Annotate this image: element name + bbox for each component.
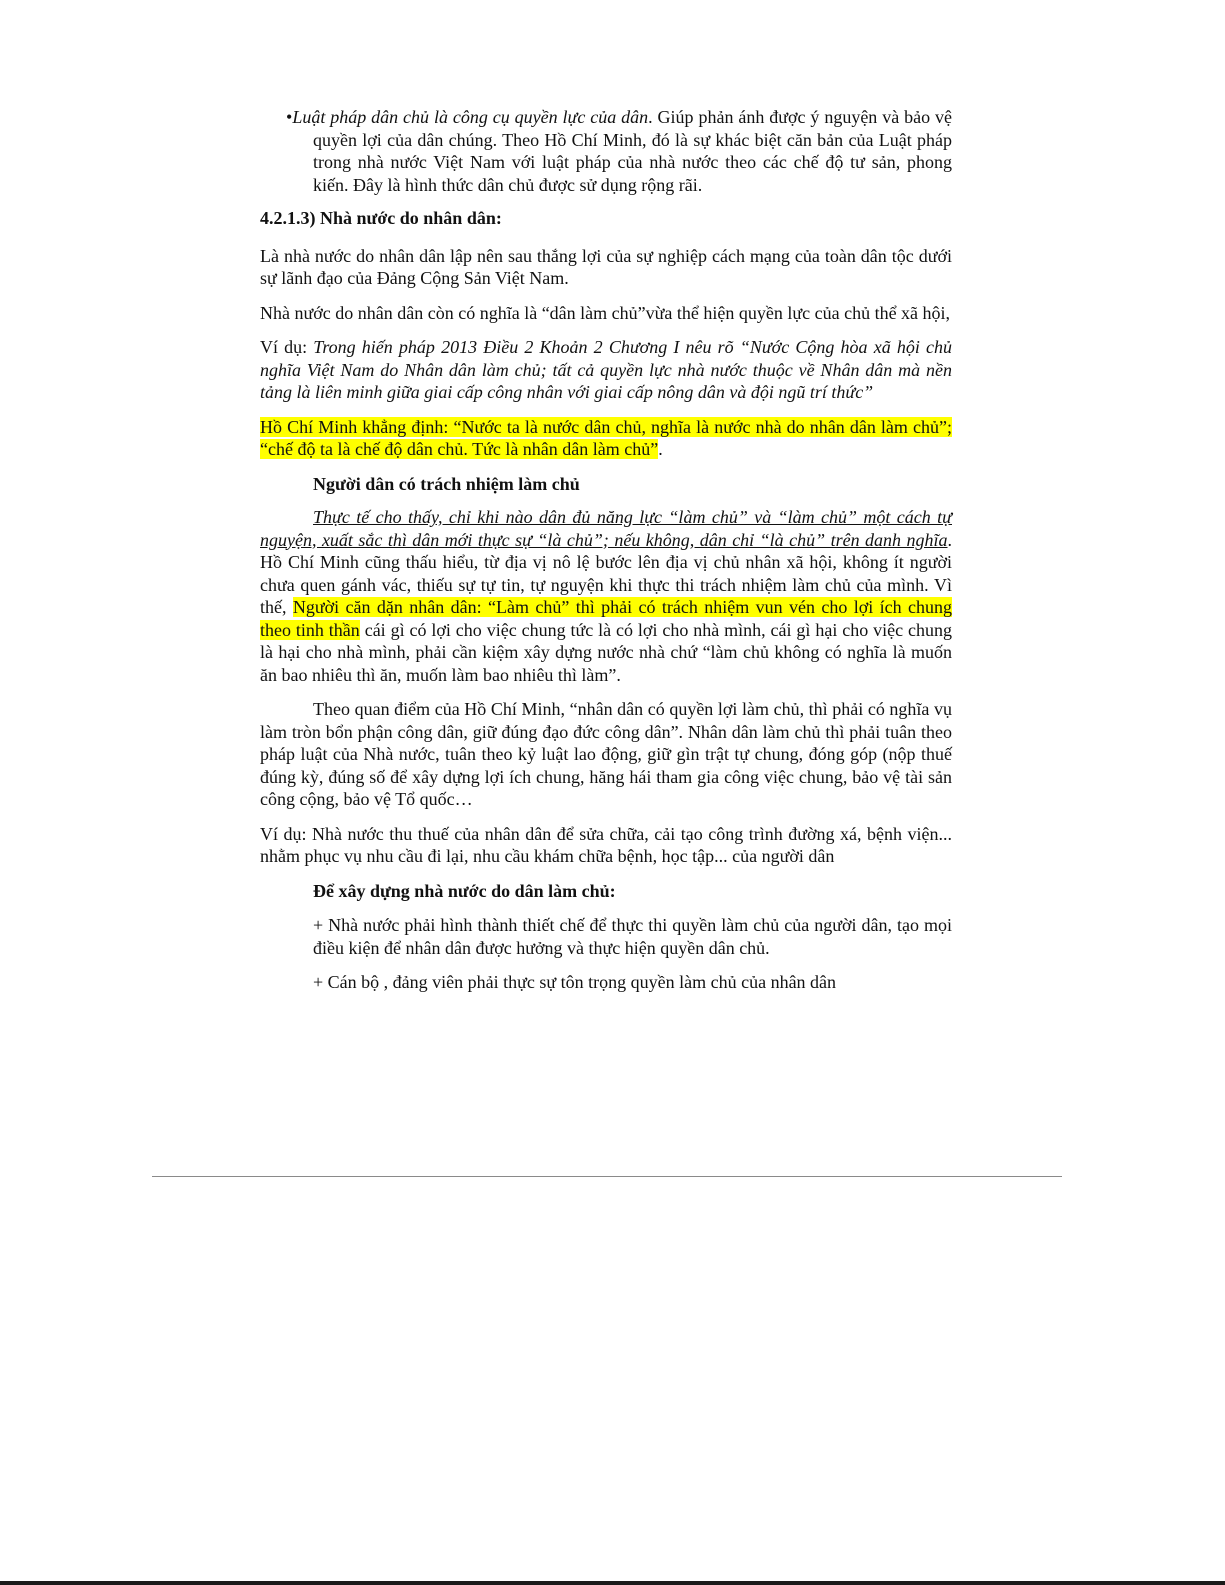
page-divider (152, 1176, 1062, 1177)
example-constitution (260, 336, 952, 404)
subheading-build: Để xây dựng nhà nước do dân làm chủ: (313, 880, 616, 901)
reality-middle-text: . Hồ Chí Minh cũng thấu hiểu, từ địa vị nô lệ bước lên địa vị chủ nhân xã hội, không ít người chưa quen gánh vác, thiếu sự tự tin, tự nguyện khi thực thi trách nhiệm làm chủ của mình. Vì thế, (260, 529, 952, 617)
underlined-italic-text: Thực tế cho thấy, chỉ khi nào dân đủ năng lực “làm chủ” và “làm chủ” một cách tự nguyện, xuất sắc thì dân mới thực sự “là chủ”; nếu không, dân chỉ “là chủ” trên danh nghĩa (260, 507, 952, 550)
document-page (260, 106, 952, 1006)
list-item: + Cán bộ , đảng viên phải thực sự tôn trọng quyền làm chủ của nhân dân (313, 972, 837, 992)
paragraph-meaning: Nhà nước do nhân dân còn có nghĩa là “dân làm chủ”vừa thể hiện quyền lực của chủ thể xã hội, (260, 302, 951, 323)
example-italic-text: Trong hiến pháp 2013 Điều 2 Khoản 2 Chương I nêu rõ “Nước Cộng hòa xã hội chủ nghĩa Việt Nam do Nhân dân làm chủ; tất cả quyền lực nhà nước thuộc về Nhân dân mà nền tảng là liên minh giữa giai cấp công nhân với giai cấp nông dân và đội ngũ trí thức” (260, 337, 952, 402)
bottom-edge-bar (0, 1581, 1225, 1585)
quote-paragraph (260, 416, 952, 461)
reality-ending-text: cái gì có lợi cho việc chung tức là có lợi cho nhà mình, cái gì hại cho việc chung là hại cho nhà mình, phải cần kiệm xây dựng nước nhà chứ “làm chủ không có nghĩa là muốn ăn bao nhiêu thì ăn, muốn làm bao nhiêu thì làm”. (260, 619, 952, 685)
paragraph-intro: Là nhà nước do nhân dân lập nên sau thắng lợi của sự nghiệp cách mạng của toàn dân tộc dưới sự lãnh đạo của Đảng Cộng Sản Việt Nam. (260, 245, 952, 288)
bullet-italic-lead: Luật pháp dân chủ là công cụ quyền lực của dân (292, 107, 649, 127)
section-heading: 4.2.1.3) Nhà nước do nhân dân: (260, 208, 502, 228)
paragraph-reality (260, 506, 952, 686)
bullet-icon: • (286, 107, 293, 127)
bullet-paragraph (260, 106, 952, 196)
highlighted-instruction: Người căn dặn nhân dân: “Làm chủ” thì phải có trách nhiệm vun vén cho lợi ích chung theo tinh thần (260, 597, 952, 640)
bullet-text: . Giúp phản ánh được ý nguyện và bảo vệ quyền lợi của dân chúng. Theo Hồ Chí Minh, đó là sự khác biệt căn bản của Luật pháp trong nhà nước Việt Nam với luật pháp của nhà nước theo các chế độ tư sản, phong kiến. Đây là hình thức dân chủ được sử dụng rộng rãi. (313, 107, 952, 195)
paragraph-viewpoint: Theo quan điểm của Hồ Chí Minh, “nhân dân có quyền lợi làm chủ, thì phải có nghĩa vụ làm tròn bổn phận công dân, giữ đúng đạo đức công dân”. Nhân dân làm chủ thì phải tuân theo pháp luật của Nhà nước, tuân theo kỷ luật lao động, giữ gìn trật tự chung, đóng góp (nộp thuế đúng kỳ, đúng số để xây dựng lợi ích chung, hăng hái tham gia công việc chung, bảo vệ tài sản công cộng, bảo vệ Tổ quốc… (260, 699, 952, 809)
example-label: Ví dụ: (260, 337, 314, 357)
example-tax: Ví dụ: Nhà nước thu thuế của nhân dân để sửa chữa, cải tạo công trình đường xá, bệnh viện... nhằm phục vụ nhu cầu đi lại, nhu cầu khám chữa bệnh, học tập... của người dân (260, 823, 952, 866)
subheading-responsibility: Người dân có trách nhiệm làm chủ (313, 473, 580, 494)
highlighted-quote: Hồ Chí Minh khẳng định: “Nước ta là nước dân chủ, nghĩa là nước nhà do nhân dân làm chủ”; “chế độ ta là chế độ dân chủ. Tức là nhân dân làm chủ” (260, 416, 952, 459)
list-item: + Nhà nước phải hình thành thiết chế để thực thi quyền làm chủ của người dân, tạo mọi điều kiện để nhân dân được hưởng và thực hiện quyền dân chủ. (313, 915, 952, 958)
quote-tail: . (658, 439, 663, 459)
